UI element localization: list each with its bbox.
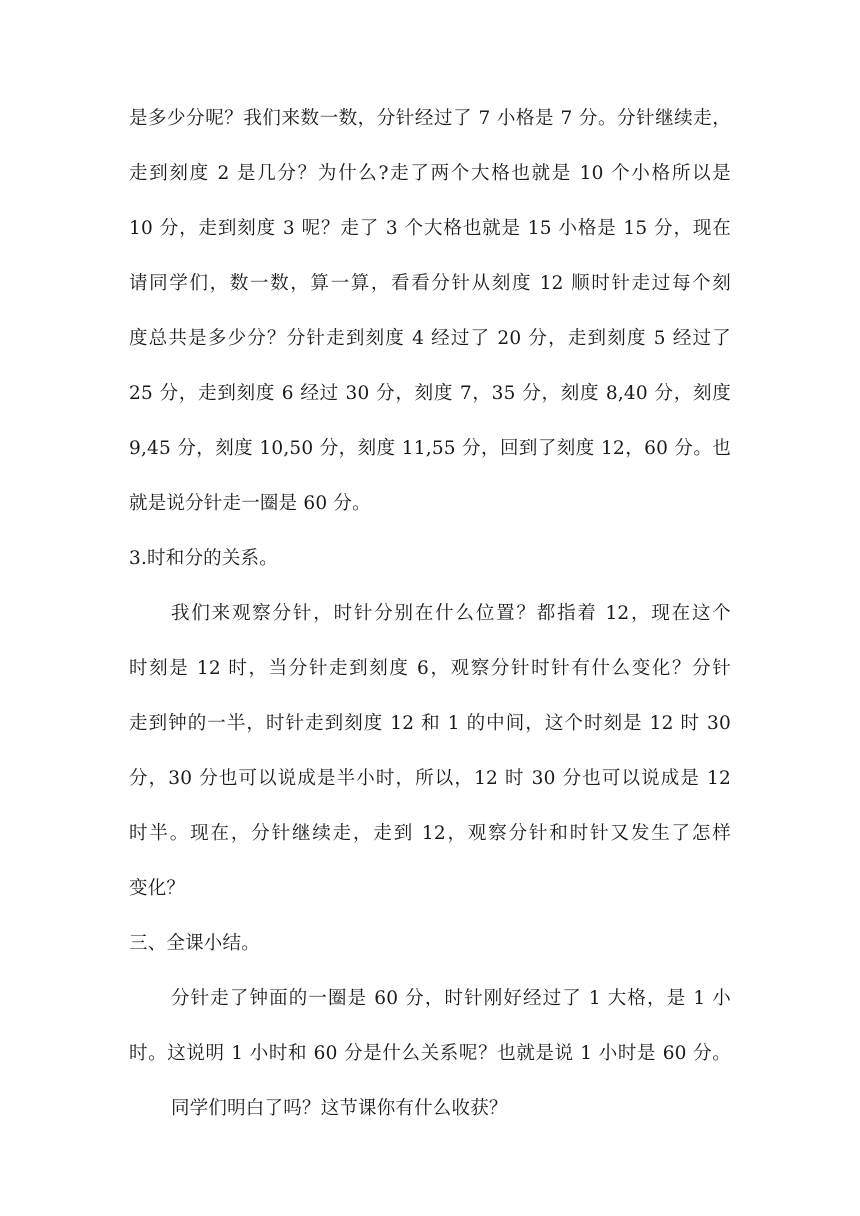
paragraph-line: 10 分，走到刻度 3 呢？走了 3 个大格也就是 15 小格是 15 分，现在 — [129, 218, 731, 239]
paragraph-line: 我们来观察分针，时针分别在什么位置？都指着 12，现在这个 — [171, 603, 731, 624]
paragraph-line: 分针走了钟面的一圈是 60 分，时针刚好经过了 1 大格，是 1 小 — [171, 988, 731, 1009]
paragraph-line: 9,45 分，刻度 10,50 分，刻度 11,55 分，回到了刻度 12，60 分。也 — [129, 438, 731, 459]
section-heading: 3.时和分的关系。 — [129, 548, 278, 569]
paragraph-line: 变化？ — [129, 878, 186, 899]
paragraph-line: 时刻是 12 时，当分针走到刻度 6，观察分针时针有什么变化？分针 — [129, 658, 731, 679]
paragraph-line: 度总共是多少分？分针走到刻度 4 经过了 20 分，走到刻度 5 经过了 — [129, 328, 731, 349]
paragraph-line: 请同学们，数一数，算一算，看看分针从刻度 12 顺时针走过每个刻 — [129, 273, 731, 294]
paragraph-line: 同学们明白了吗？这节课你有什么收获？ — [171, 1098, 508, 1119]
paragraph-line: 25 分，走到刻度 6 经过 30 分，刻度 7，35 分，刻度 8,40 分，刻度 — [129, 383, 731, 404]
paragraph-line: 时。这说明 1 小时和 60 分是什么关系呢？也就是说 1 小时是 60 分。 — [129, 1043, 731, 1064]
paragraph-line: 分，30 分也可以说成是半小时，所以，12 时 30 分也可以说成是 12 — [129, 768, 731, 789]
paragraph-line: 时半。现在，分针继续走，走到 12，观察分针和时针又发生了怎样 — [129, 823, 731, 844]
paragraph-line: 就是说分针走一圈是 60 分。 — [129, 493, 371, 514]
section-heading: 三、全课小结。 — [129, 933, 260, 954]
paragraph-line: 是多少分呢？我们来数一数，分针经过了 7 小格是 7 分。分针继续走， — [129, 108, 731, 129]
paragraph-line: 走到刻度 2 是几分？为什么?走了两个大格也就是 10 个小格所以是 — [129, 163, 731, 184]
document-page — [129, 100, 731, 1145]
paragraph-line: 走到钟的一半，时针走到刻度 12 和 1 的中间，这个时刻是 12 时 30 — [129, 713, 731, 734]
